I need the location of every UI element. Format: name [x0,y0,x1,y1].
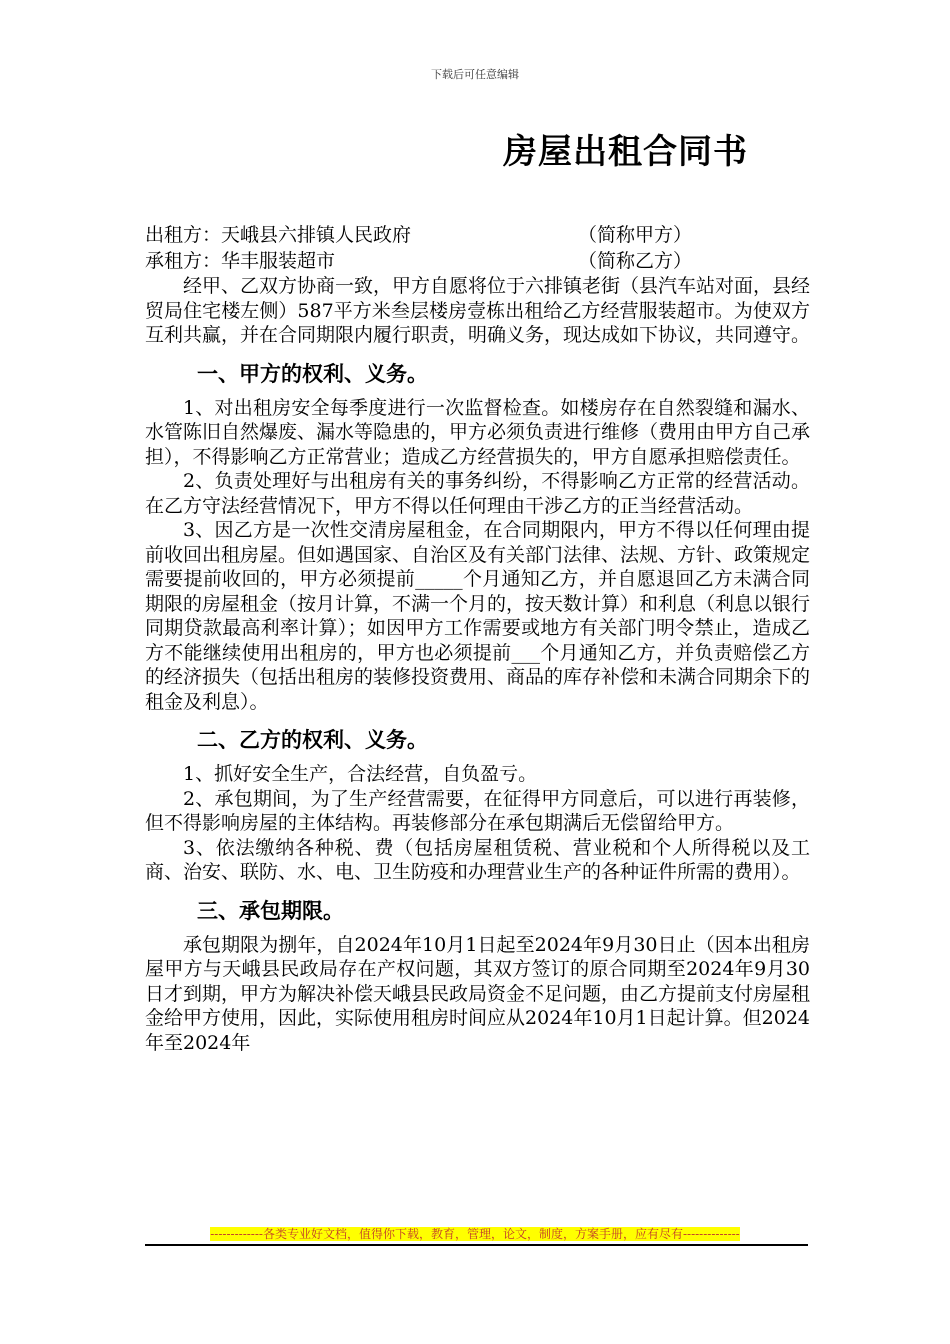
lessor-label: 出租方：天峨县六排镇人民政府 [145,224,412,246]
section-1-item-3: 3、因乙方是一次性交清房屋租金，在合同期限内，甲方不得以任何理由提前收回出租房屋。但如遇国家、自治区及有关部门法律、法规、方针、政策规定需要提前收回的，甲方必须提前_____个月通知乙方，并自愿退回乙方未满合同期限的房屋租金（按月计算，不满一个月的，按天数计算）和利息（利息以银行同期贷款最高利率计算）；如因甲方工作需要或地方有关部门明令禁止，造成乙方不能继续使用出租房的，甲方也必须提前___个月通知乙方，并负责赔偿乙方的经济损失（包括出租房的装修投资费用、商品的库存补偿和未满合同期余下的租金及利息）。 [145,519,811,713]
section-2-heading: 二、乙方的权利、义务。 [197,728,428,752]
lessor-abbr: （简称甲方） [578,224,693,246]
section-3-heading: 三、承包期限。 [197,898,344,923]
footer-rule [145,1244,808,1246]
section-2-item-3: 3、依法缴纳各种税、费（包括房屋租赁税、营业税和个人所得税以及工商、治安、联防、水、电、卫生防疫和办理营业生产的各种证件所需的费用）。 [145,836,810,883]
document-body [145,222,810,1055]
lessor-line [145,222,810,248]
section-2-item-2: 2、承包期间，为了生产经营需要，在征得甲方同意后，可以进行再装修，但不得影响房屋的主体结构。再装修部分在承包期满后无偿留给甲方。 [145,787,810,834]
section-1-item-1: 1、对出租房安全每季度进行一次监督检查。如楼房存在自然裂缝和漏水、水管陈旧自然爆废、漏水等隐患的，甲方必须负责进行维修（费用由甲方自己承担），不得影响乙方正常营业；造成乙方经营损失的，甲方自愿承担赔偿责任。 [145,396,811,468]
lessee-line [145,248,810,274]
section-1-heading: 一、甲方的权利、义务。 [197,361,428,386]
footer-banner [0,1225,950,1242]
lessee-abbr: （简称乙方） [578,250,693,272]
footer-banner-text: -------------各类专业好文档，值得你下载，教育，管理，论文，制度，方案手册，应有尽有-------------- [210,1227,740,1241]
section-3-item-1: 承包期限为捌年，自2024年10月1日起至2024年9月30日止（因本出租房屋甲方与天峨县民政局存在产权问题，其双方签订的原合同期至2024年9月30日才到期，甲方为解决补偿天峨县民政局资金不足问题，由乙方提前支付房屋租金给甲方使用，因此，实际使用租房时间应从2024年10月1日起计算。但2024年至2024年 [145,933,811,1054]
header-note: 下载后可任意编辑 [431,68,519,81]
intro-paragraph: 经甲、乙双方协商一致，甲方自愿将位于六排镇老街（县汽车站对面，县经贸局住宅楼左侧）587平方米叁层楼房壹栋出租给乙方经营服装超市。为使双方互利共赢，并在合同期限内履行职责，明确义务，现达成如下协议，共同遵守。 [145,275,811,346]
lessee-label: 承租方：华丰服装超市 [145,250,336,272]
document-title: 房屋出租合同书 [503,132,748,172]
section-1-item-2: 2、负责处理好与出租房有关的事务纠纷，不得影响乙方正常的经营活动。在乙方守法经营情况下，甲方不得以任何理由干涉乙方的正当经营活动。 [145,470,810,517]
section-2-item-1: 1、抓好安全生产，合法经营，自负盈亏。 [183,763,538,785]
